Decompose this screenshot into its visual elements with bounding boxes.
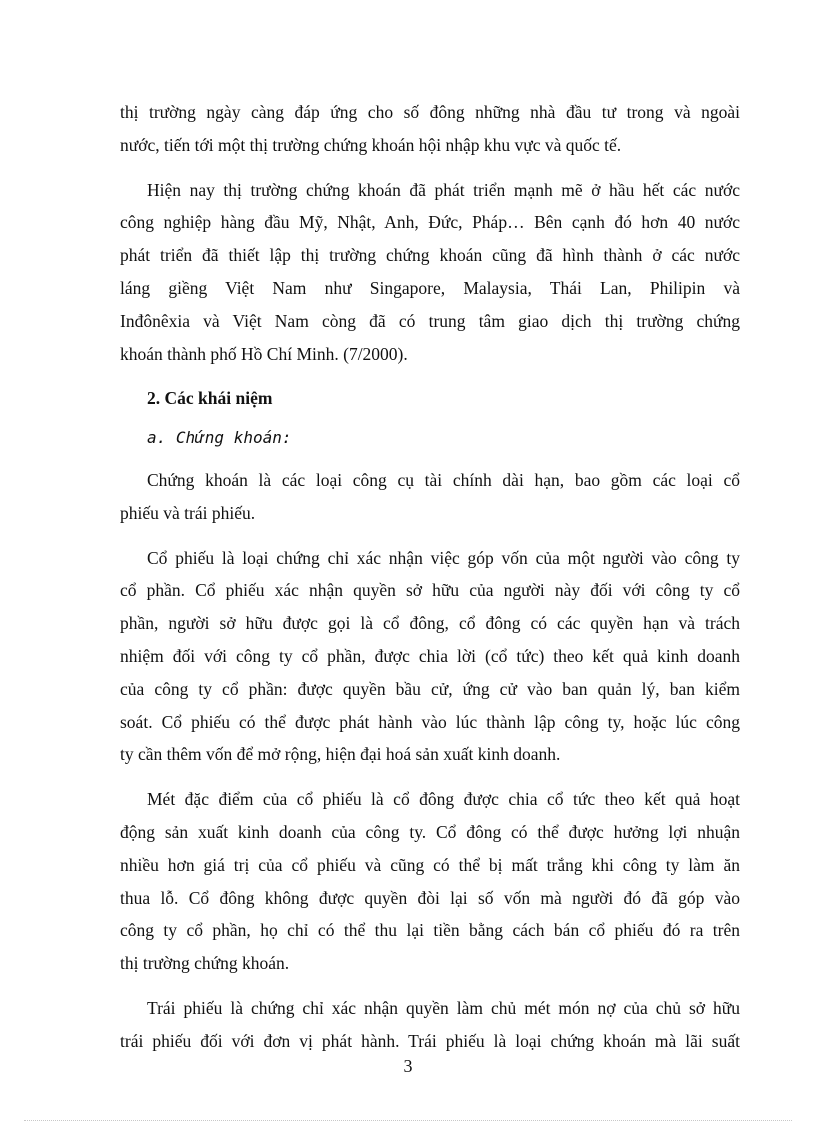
text-line: Hiện nay thị trường chứng khoán đã phát triển mạnh mẽ ở hầu hết các nước xyxy=(147,179,740,200)
paragraph xyxy=(120,174,740,371)
page-number: 3 xyxy=(403,1056,413,1076)
text-line: Chứng khoán là các loại công cụ tài chính dài hạn, bao gồm các loại cổ xyxy=(147,469,740,490)
text-line: thị trường chứng khoán. xyxy=(120,953,290,974)
text-line: cổ phần. Cổ phiếu xác nhận quyền sở hữu của người này đối với công ty cổ xyxy=(120,580,740,601)
text-line: ty cần thêm vốn để mở rộng, hiện đại hoá sản xuất kinh doanh. xyxy=(120,744,561,765)
text-line: phát triển đã thiết lập thị trường chứng khoán cũng đã hình thành ở các nước xyxy=(120,245,740,266)
paragraph xyxy=(120,96,740,162)
text-line: công ty cổ phần, họ chỉ có thể thu lại tiền bằng cách bán cổ phiếu đó ra trên xyxy=(120,920,740,941)
text-line: nhiệm đối với công ty cổ phần, được chia lời (cổ tức) theo kết quả kinh doanh xyxy=(120,645,740,666)
text-line: phiếu và trái phiếu. xyxy=(120,502,256,523)
section-heading: 2. Các khái niệm xyxy=(147,388,273,409)
text-line: phần, người sở hữu được gọi là cổ đông, cổ đông có các quyền hạn và trách xyxy=(120,613,740,634)
paragraph xyxy=(120,992,740,1058)
text-line: khoán thành phố Hồ Chí Minh. (7/2000). xyxy=(120,343,408,364)
text-line: Inđônêxia và Việt Nam còng đã có trung tâm giao dịch thị trường chứng xyxy=(120,310,740,331)
subsection-heading: a. Chứng khoán: xyxy=(147,428,292,448)
text-line: nhiều hơn giá trị của cổ phiếu và cũng có thể bị mất trắng khi công ty làm ăn xyxy=(120,854,740,875)
text-line: thua lỗ. Cổ đông không được quyền đòi lại số vốn mà người đó đã góp vào xyxy=(120,887,740,908)
text-line: của công ty cổ phần: được quyền bầu cử, ứng cử vào ban quản lý, ban kiểm xyxy=(120,678,740,699)
paragraph xyxy=(120,542,740,772)
text-line: soát. Cổ phiếu có thể được phát hành vào lúc thành lập công ty, hoặc lúc công xyxy=(120,711,740,732)
page-content xyxy=(120,96,740,1070)
paragraph xyxy=(120,783,740,980)
text-line: trái phiếu đối với đơn vị phát hành. Trái phiếu là loại chứng khoán mà lãi suất xyxy=(120,1030,740,1051)
paragraph xyxy=(120,464,740,530)
text-line: láng giềng Việt Nam như Singapore, Malaysia, Thái Lan, Philipin và xyxy=(120,277,740,298)
text-line: nước, tiến tới một thị trường chứng khoán hội nhập khu vực và quốc tế. xyxy=(120,134,622,155)
text-line: Cổ phiếu là loại chứng chỉ xác nhận việc góp vốn của một người vào công ty xyxy=(147,547,740,568)
text-line: Trái phiếu là chứng chỉ xác nhận quyền làm chủ mét món nợ của chủ sở hữu xyxy=(147,997,740,1018)
text-line: thị trường ngày càng đáp ứng cho số đông những nhà đầu tư trong và ngoài xyxy=(120,102,740,122)
page-bottom-rule xyxy=(24,1120,792,1121)
text-line: động sản xuất kinh doanh của công ty. Cổ đông có thể được hưởng lợi nhuận xyxy=(120,821,740,842)
text-line: công nghiệp hàng đầu Mỹ, Nhật, Anh, Đức, Pháp… Bên cạnh đó hơn 40 nước xyxy=(120,212,740,233)
text-line: Mét đặc điểm của cổ phiếu là cổ đông được chia cổ tức theo kết quả hoạt xyxy=(147,789,740,810)
